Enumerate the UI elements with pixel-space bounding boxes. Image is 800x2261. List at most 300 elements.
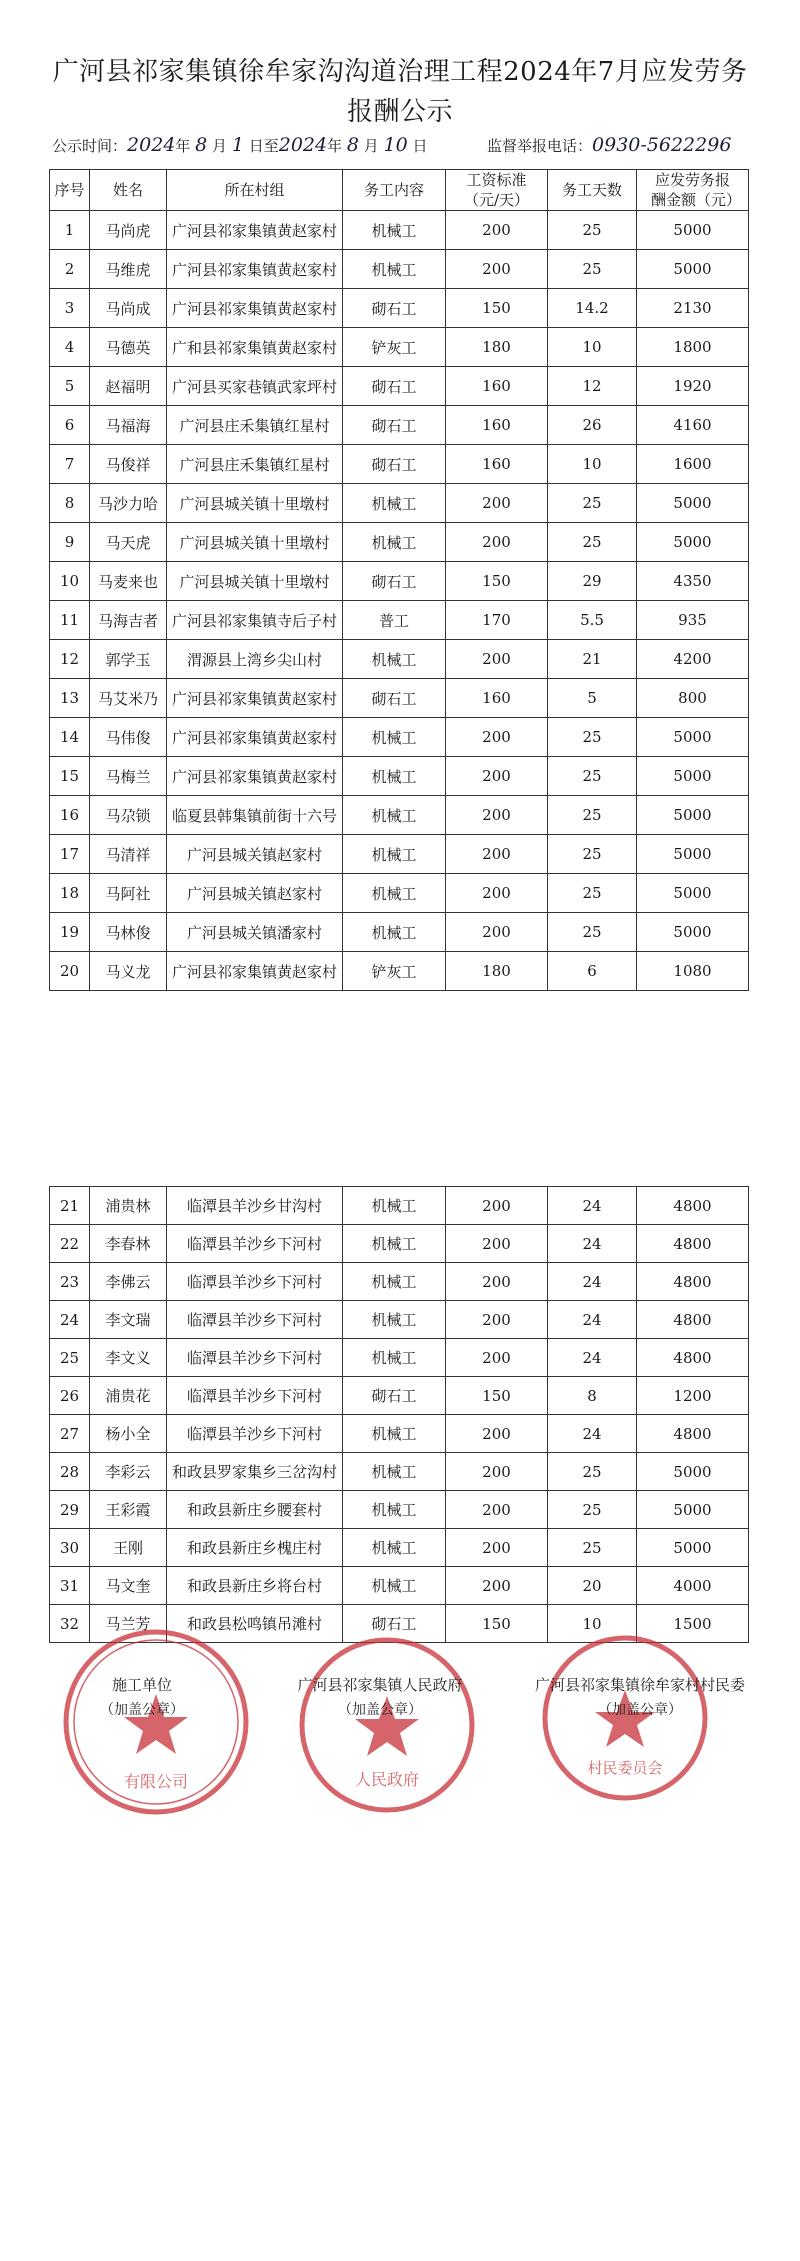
table-row (50, 289, 749, 328)
table-header-row (50, 170, 749, 211)
cell-total-pay: 5000 (637, 523, 749, 562)
cell-total-pay: 4800 (637, 1263, 749, 1301)
cell-index: 22 (50, 1225, 90, 1263)
cell-village: 广河县祁家集镇黄赵家村 (167, 250, 343, 289)
table-row (50, 913, 749, 952)
table-row (50, 679, 749, 718)
cell-work-days: 24 (548, 1225, 637, 1263)
cell-index: 32 (50, 1605, 90, 1643)
cell-daily-wage: 200 (446, 1187, 548, 1225)
cell-index: 23 (50, 1263, 90, 1301)
month-char: 月 (212, 137, 228, 155)
cell-work-days: 21 (548, 640, 637, 679)
cell-work-days: 24 (548, 1263, 637, 1301)
cell-index: 1 (50, 211, 90, 250)
seal-graphic (302, 1640, 472, 1810)
cell-work-days: 14.2 (548, 289, 637, 328)
cell-work-type: 机械工 (343, 718, 446, 757)
table-row (50, 562, 749, 601)
cell-index: 24 (50, 1301, 90, 1339)
cell-total-pay: 5000 (637, 1529, 749, 1567)
table-row (50, 1529, 749, 1567)
cell-total-pay: 1200 (637, 1377, 749, 1415)
publish-time-label: 公示时间： (52, 137, 128, 155)
table-row (50, 874, 749, 913)
cell-work-type: 机械工 (343, 1415, 446, 1453)
cell-village: 和政县罗家集乡三岔沟村 (167, 1453, 343, 1491)
cell-daily-wage: 200 (446, 757, 548, 796)
cell-work-days: 6 (548, 952, 637, 991)
cell-work-type: 砌石工 (343, 562, 446, 601)
table-row (50, 445, 749, 484)
header-cell: 所在村组 (167, 170, 343, 211)
cell-index: 25 (50, 1339, 90, 1377)
cell-name: 王彩霞 (90, 1491, 167, 1529)
cell-index: 5 (50, 367, 90, 406)
cell-work-days: 24 (548, 1339, 637, 1377)
cell-work-days: 25 (548, 211, 637, 250)
cell-daily-wage: 200 (446, 1339, 548, 1377)
cell-daily-wage: 200 (446, 718, 548, 757)
day-char: 日 (412, 137, 428, 155)
cell-daily-wage: 150 (446, 562, 548, 601)
cell-work-days: 8 (548, 1377, 637, 1415)
cell-village: 广和县祁家集镇黄赵家村 (167, 328, 343, 367)
cell-total-pay: 4160 (637, 406, 749, 445)
cell-village: 临潭县羊沙乡甘沟村 (167, 1187, 343, 1225)
cell-work-type: 机械工 (343, 913, 446, 952)
table-row (50, 211, 749, 250)
cell-name: 郭学玉 (90, 640, 167, 679)
cell-total-pay: 5000 (637, 874, 749, 913)
cell-work-days: 25 (548, 757, 637, 796)
table-row (50, 640, 749, 679)
cell-work-days: 5 (548, 679, 637, 718)
cell-daily-wage: 200 (446, 640, 548, 679)
cell-work-days: 24 (548, 1301, 637, 1339)
cell-village: 和政县新庄乡将台村 (167, 1567, 343, 1605)
table-body (50, 1187, 749, 1643)
cell-work-type: 砌石工 (343, 1377, 446, 1415)
cell-daily-wage: 200 (446, 484, 548, 523)
cell-daily-wage: 170 (446, 601, 548, 640)
header-cell: 姓名 (90, 170, 167, 211)
cell-name: 马尕锁 (90, 796, 167, 835)
cell-index: 21 (50, 1187, 90, 1225)
cell-daily-wage: 150 (446, 289, 548, 328)
cell-village: 广河县祁家集镇寺后子村 (167, 601, 343, 640)
cell-daily-wage: 200 (446, 523, 548, 562)
cell-index: 13 (50, 679, 90, 718)
cell-name: 马梅兰 (90, 757, 167, 796)
table-row (50, 1491, 749, 1529)
table-body (50, 211, 749, 991)
cell-name: 李佛云 (90, 1263, 167, 1301)
payroll-table-part1 (49, 169, 749, 991)
cell-work-days: 25 (548, 796, 637, 835)
cell-work-type: 机械工 (343, 1301, 446, 1339)
cell-work-days: 12 (548, 367, 637, 406)
table-row (50, 1301, 749, 1339)
cell-name: 李文瑞 (90, 1301, 167, 1339)
start-day: 1 (231, 134, 244, 156)
cell-village: 广河县祁家集镇黄赵家村 (167, 718, 343, 757)
cell-work-days: 25 (548, 718, 637, 757)
cell-total-pay: 5000 (637, 484, 749, 523)
cell-index: 19 (50, 913, 90, 952)
cell-work-days: 20 (548, 1567, 637, 1605)
cell-name: 马尚虎 (90, 211, 167, 250)
cell-village: 广河县庄禾集镇红星村 (167, 445, 343, 484)
cell-village: 广河县城关镇十里墩村 (167, 484, 343, 523)
cell-work-type: 砌石工 (343, 289, 446, 328)
cell-village: 临夏县韩集镇前街十六号 (167, 796, 343, 835)
cell-name: 王刚 (90, 1529, 167, 1567)
cell-work-days: 10 (548, 328, 637, 367)
cell-village: 广河县城关镇十里墩村 (167, 562, 343, 601)
end-month: 8 (346, 134, 359, 156)
signature-township-government (265, 1674, 495, 1719)
cell-total-pay: 5000 (637, 718, 749, 757)
cell-work-days: 5.5 (548, 601, 637, 640)
signature-contractor (62, 1674, 222, 1719)
cell-total-pay: 1800 (637, 328, 749, 367)
cell-total-pay: 5000 (637, 835, 749, 874)
cell-village: 临潭县羊沙乡下河村 (167, 1415, 343, 1453)
cell-total-pay: 2130 (637, 289, 749, 328)
cell-work-days: 26 (548, 406, 637, 445)
header-cell: 工资标准（元/天） (446, 170, 548, 211)
cell-total-pay: 5000 (637, 1453, 749, 1491)
cell-index: 29 (50, 1491, 90, 1529)
cell-work-type: 机械工 (343, 250, 446, 289)
cell-total-pay: 4200 (637, 640, 749, 679)
cell-work-days: 25 (548, 250, 637, 289)
table-row (50, 757, 749, 796)
cell-work-type: 机械工 (343, 211, 446, 250)
cell-village: 广河县祁家集镇黄赵家村 (167, 289, 343, 328)
cell-name: 马麦来也 (90, 562, 167, 601)
signature-note: （加盖公章） (100, 1702, 184, 1718)
cell-name: 赵福明 (90, 367, 167, 406)
cell-name: 李春林 (90, 1225, 167, 1263)
cell-index: 18 (50, 874, 90, 913)
page-title: 广河县祁家集镇徐牟家沟沟道治理工程2024年7月应发劳务报酬公示 (52, 57, 748, 127)
year-char: 年 (327, 137, 343, 155)
cell-village: 广河县祁家集镇黄赵家村 (167, 952, 343, 991)
cell-daily-wage: 200 (446, 1529, 548, 1567)
cell-work-type: 铲灰工 (343, 328, 446, 367)
cell-name: 马伟俊 (90, 718, 167, 757)
start-month: 8 (195, 134, 208, 156)
cell-total-pay: 4800 (637, 1187, 749, 1225)
cell-name: 马维虎 (90, 250, 167, 289)
cell-work-type: 机械工 (343, 484, 446, 523)
cell-daily-wage: 200 (446, 1491, 548, 1529)
cell-index: 4 (50, 328, 90, 367)
cell-index: 14 (50, 718, 90, 757)
cell-daily-wage: 200 (446, 913, 548, 952)
cell-name: 李文义 (90, 1339, 167, 1377)
cell-total-pay: 5000 (637, 250, 749, 289)
cell-daily-wage: 200 (446, 211, 548, 250)
cell-index: 26 (50, 1377, 90, 1415)
table-row (50, 1187, 749, 1225)
cell-index: 12 (50, 640, 90, 679)
cell-daily-wage: 180 (446, 328, 548, 367)
cell-name: 马俊祥 (90, 445, 167, 484)
cell-work-type: 砌石工 (343, 679, 446, 718)
cell-work-days: 25 (548, 913, 637, 952)
table-row (50, 1567, 749, 1605)
cell-village: 广河县城关镇赵家村 (167, 874, 343, 913)
cell-village: 广河县祁家集镇黄赵家村 (167, 757, 343, 796)
cell-name: 浦贵林 (90, 1187, 167, 1225)
seal-text: 村民委员会 (587, 1759, 663, 1777)
table-row (50, 796, 749, 835)
header-cell: 序号 (50, 170, 90, 211)
cell-village: 和政县新庄乡腰套村 (167, 1491, 343, 1529)
cell-name: 马尚成 (90, 289, 167, 328)
cell-total-pay: 1500 (637, 1605, 749, 1643)
cell-name: 马林俊 (90, 913, 167, 952)
cell-name: 马文奎 (90, 1567, 167, 1605)
cell-work-type: 机械工 (343, 1453, 446, 1491)
cell-total-pay: 4350 (637, 562, 749, 601)
cell-village: 和政县新庄乡槐庄村 (167, 1529, 343, 1567)
cell-total-pay: 4800 (637, 1415, 749, 1453)
publish-time (52, 134, 428, 156)
cell-work-type: 砌石工 (343, 406, 446, 445)
start-year: 2024 (127, 134, 176, 156)
cell-daily-wage: 160 (446, 445, 548, 484)
cell-total-pay: 800 (637, 679, 749, 718)
year-char: 年 (175, 137, 191, 155)
cell-daily-wage: 200 (446, 1453, 548, 1491)
cell-village: 临潭县羊沙乡下河村 (167, 1339, 343, 1377)
cell-work-days: 25 (548, 1529, 637, 1567)
hotline-label: 监督举报电话： (487, 137, 593, 155)
cell-name: 马德英 (90, 328, 167, 367)
cell-name: 杨小全 (90, 1415, 167, 1453)
cell-village: 渭源县上湾乡尖山村 (167, 640, 343, 679)
cell-daily-wage: 200 (446, 796, 548, 835)
table-row (50, 1339, 749, 1377)
cell-index: 3 (50, 289, 90, 328)
hotline-number: 0930-5622296 (592, 134, 732, 156)
table-row (50, 601, 749, 640)
cell-village: 广河县庄禾集镇红星村 (167, 406, 343, 445)
cell-work-days: 29 (548, 562, 637, 601)
cell-village: 和政县松鸣镇吊滩村 (167, 1605, 343, 1643)
cell-work-days: 25 (548, 523, 637, 562)
cell-name: 李彩云 (90, 1453, 167, 1491)
cell-index: 27 (50, 1415, 90, 1453)
cell-name: 马天虎 (90, 523, 167, 562)
cell-index: 20 (50, 952, 90, 991)
cell-index: 6 (50, 406, 90, 445)
table-row (50, 367, 749, 406)
cell-work-days: 25 (548, 484, 637, 523)
cell-daily-wage: 160 (446, 406, 548, 445)
table-row (50, 1453, 749, 1491)
cell-village: 临潭县羊沙乡下河村 (167, 1301, 343, 1339)
table-row (50, 484, 749, 523)
cell-daily-wage: 160 (446, 679, 548, 718)
table-row (50, 835, 749, 874)
cell-work-type: 普工 (343, 601, 446, 640)
cell-total-pay: 4800 (637, 1339, 749, 1377)
cell-village: 广河县祁家集镇黄赵家村 (167, 211, 343, 250)
signature-name: 广河县祁家集镇徐牟家村村民委 (534, 1676, 745, 1694)
table-row (50, 523, 749, 562)
cell-name: 马清祥 (90, 835, 167, 874)
table-row (50, 250, 749, 289)
signature-name: 广河县祁家集镇人民政府 (297, 1676, 463, 1694)
cell-village: 临潭县羊沙乡下河村 (167, 1377, 343, 1415)
cell-total-pay: 4800 (637, 1301, 749, 1339)
cell-index: 31 (50, 1567, 90, 1605)
cell-work-days: 25 (548, 1453, 637, 1491)
cell-index: 10 (50, 562, 90, 601)
company-seal (56, 1622, 256, 1822)
cell-work-days: 10 (548, 1605, 637, 1643)
cell-name: 马阿社 (90, 874, 167, 913)
cell-work-type: 机械工 (343, 523, 446, 562)
cell-index: 17 (50, 835, 90, 874)
cell-work-type: 机械工 (343, 874, 446, 913)
cell-total-pay: 5000 (637, 1491, 749, 1529)
cell-village: 广河县买家巷镇武家坪村 (167, 367, 343, 406)
government-seal (292, 1630, 482, 1820)
cell-work-type: 砌石工 (343, 445, 446, 484)
cell-work-type: 机械工 (343, 796, 446, 835)
cell-total-pay: 1080 (637, 952, 749, 991)
cell-work-type: 机械工 (343, 1529, 446, 1567)
cell-index: 7 (50, 445, 90, 484)
cell-work-type: 机械工 (343, 640, 446, 679)
table-row (50, 718, 749, 757)
cell-work-days: 10 (548, 445, 637, 484)
table-row (50, 1377, 749, 1415)
month-char: 月 (363, 137, 379, 155)
cell-work-days: 24 (548, 1187, 637, 1225)
table-row (50, 406, 749, 445)
signature-note: （加盖公章） (598, 1702, 682, 1718)
table-row (50, 1263, 749, 1301)
cell-daily-wage: 160 (446, 367, 548, 406)
cell-work-type: 砌石工 (343, 367, 446, 406)
table-row (50, 1415, 749, 1453)
cell-total-pay: 5000 (637, 211, 749, 250)
cell-work-type: 机械工 (343, 1491, 446, 1529)
cell-village: 广河县祁家集镇黄赵家村 (167, 679, 343, 718)
header-cell: 务工天数 (548, 170, 637, 211)
seal-graphic (66, 1632, 246, 1812)
cell-work-type: 机械工 (343, 1339, 446, 1377)
cell-daily-wage: 200 (446, 1263, 548, 1301)
cell-work-type: 机械工 (343, 1187, 446, 1225)
end-year: 2024 (278, 134, 328, 156)
end-day: 10 (383, 134, 408, 156)
cell-daily-wage: 200 (446, 1415, 548, 1453)
cell-daily-wage: 150 (446, 1377, 548, 1415)
cell-work-days: 25 (548, 835, 637, 874)
signature-name: 施工单位 (111, 1676, 172, 1694)
table-row (50, 952, 749, 991)
cell-total-pay: 5000 (637, 913, 749, 952)
cell-index: 28 (50, 1453, 90, 1491)
cell-village: 临潭县羊沙乡下河村 (167, 1263, 343, 1301)
cell-daily-wage: 200 (446, 250, 548, 289)
cell-work-type: 机械工 (343, 757, 446, 796)
cell-name: 马义龙 (90, 952, 167, 991)
cell-name: 马兰芳 (90, 1605, 167, 1643)
cell-total-pay: 4800 (637, 1225, 749, 1263)
cell-total-pay: 4000 (637, 1567, 749, 1605)
cell-daily-wage: 200 (446, 1225, 548, 1263)
cell-work-type: 机械工 (343, 1567, 446, 1605)
cell-index: 2 (50, 250, 90, 289)
cell-name: 马艾米乃 (90, 679, 167, 718)
cell-work-type: 机械工 (343, 835, 446, 874)
cell-village: 广河县城关镇赵家村 (167, 835, 343, 874)
signature-village-committee (520, 1674, 760, 1719)
seal-text: 人民政府 (354, 1770, 420, 1789)
cell-index: 30 (50, 1529, 90, 1567)
cell-total-pay: 1920 (637, 367, 749, 406)
cell-name: 马海吉者 (90, 601, 167, 640)
cell-daily-wage: 150 (446, 1605, 548, 1643)
payroll-table-part2 (49, 1186, 749, 1643)
cell-total-pay: 1600 (637, 445, 749, 484)
cell-index: 8 (50, 484, 90, 523)
cell-daily-wage: 200 (446, 835, 548, 874)
cell-total-pay: 5000 (637, 796, 749, 835)
cell-work-days: 24 (548, 1415, 637, 1453)
cell-work-days: 25 (548, 1491, 637, 1529)
cell-name: 马沙力哈 (90, 484, 167, 523)
signature-note: （加盖公章） (338, 1702, 422, 1718)
cell-work-type: 铲灰工 (343, 952, 446, 991)
cell-daily-wage: 200 (446, 874, 548, 913)
cell-index: 11 (50, 601, 90, 640)
table-row (50, 1225, 749, 1263)
hotline (487, 134, 731, 156)
cell-index: 16 (50, 796, 90, 835)
cell-total-pay: 935 (637, 601, 749, 640)
cell-index: 9 (50, 523, 90, 562)
cell-daily-wage: 180 (446, 952, 548, 991)
cell-daily-wage: 200 (446, 1301, 548, 1339)
cell-village: 广河县城关镇潘家村 (167, 913, 343, 952)
cell-name: 浦贵花 (90, 1377, 167, 1415)
day-char: 日至 (248, 137, 279, 155)
cell-index: 15 (50, 757, 90, 796)
cell-village: 临潭县羊沙乡下河村 (167, 1225, 343, 1263)
cell-work-type: 机械工 (343, 1263, 446, 1301)
cell-work-days: 25 (548, 874, 637, 913)
cell-work-type: 机械工 (343, 1225, 446, 1263)
table-row (50, 328, 749, 367)
cell-daily-wage: 200 (446, 1567, 548, 1605)
cell-work-type: 砌石工 (343, 1605, 446, 1643)
header-cell: 应发劳务报酬金额（元） (637, 170, 749, 211)
header-cell: 务工内容 (343, 170, 446, 211)
seal-text: 有限公司 (123, 1772, 189, 1791)
cell-village: 广河县城关镇十里墩村 (167, 523, 343, 562)
cell-total-pay: 5000 (637, 757, 749, 796)
